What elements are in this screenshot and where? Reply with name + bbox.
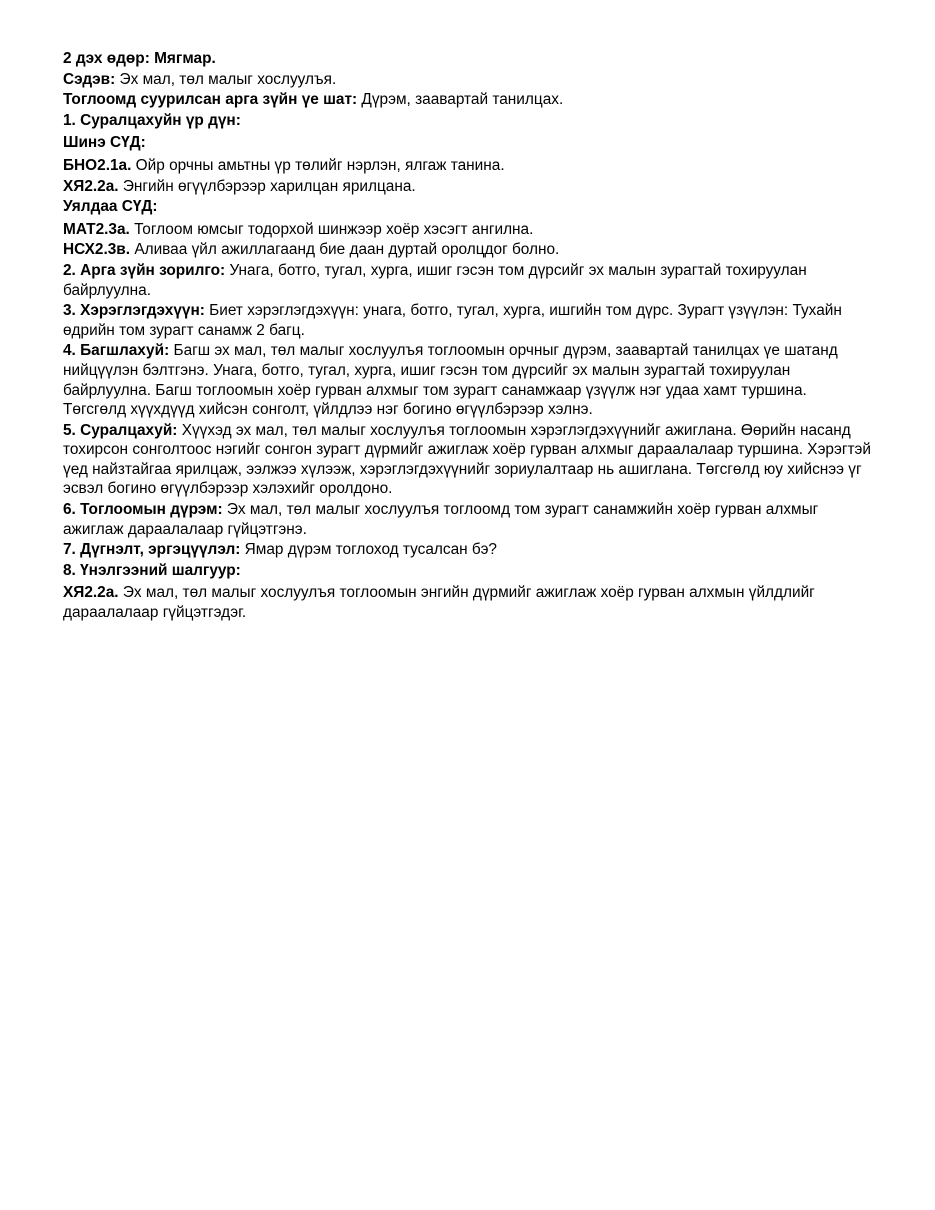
learning-label: 5. Суралцахуй: bbox=[63, 421, 178, 439]
outcome-khya-text: Энгийн өгүүлбэрээр харилцан ярилцана. bbox=[118, 177, 416, 195]
outcome-mat-code: МАТ2.3а. bbox=[63, 220, 130, 238]
outcome-nskh bbox=[63, 240, 873, 260]
method-goal-label: 2. Арга зүйн зорилго: bbox=[63, 261, 226, 279]
teaching-text: Багш эх мал, төл малыг хослуулъя тоглоомын орчныг дүрэм, заавартай танилцах үе шатанд нийцүүлэн бэлтгэнэ. Унага, ботго, тугал, хурга, ишиг гэсэн том дүрсийг эх малын зурагтай тохируулан байрлуулна. Багш тоглоомын хоёр гурван алхмыг том зурагт санамжаар үзүүлж нэг удаа хамт туршина. Төгсгөлд хүүхдүүд хийсэн сонголт, үйлдлээ нэг богино өгүүлбэрээр хэлнэ. bbox=[63, 342, 838, 419]
outcome-nskh-text: Аливаа үйл ажиллагаанд бие даан дуртай оролцдог болно. bbox=[130, 241, 560, 259]
day-heading-label: 2 дэх өдөр: Мягмар. bbox=[63, 50, 216, 67]
section-learning bbox=[63, 421, 873, 499]
related-outcomes-label: Уялдаа СҮД: bbox=[63, 198, 158, 216]
lesson-plan-document bbox=[63, 49, 873, 624]
method-stage-line bbox=[63, 90, 873, 110]
topic-text: Эх мал, төл малыг хослуулъя. bbox=[115, 70, 337, 88]
section-assessment-criteria bbox=[63, 561, 873, 581]
topic-label: Сэдэв: bbox=[63, 70, 116, 88]
reflection-label: 7. Дүгнэлт, эргэцүүлэл: bbox=[63, 541, 241, 559]
outcome-nskh-code: НСХ2.3в. bbox=[63, 241, 131, 259]
method-stage-text: Дүрэм, заавартай танилцах. bbox=[357, 91, 564, 109]
day-heading bbox=[63, 49, 873, 69]
new-outcomes-heading bbox=[63, 133, 873, 153]
new-outcomes-label: Шинэ СҮД: bbox=[63, 134, 146, 152]
outcome-bno-code: БНО2.1а. bbox=[63, 156, 132, 174]
method-goal-text: Унага, ботго, тугал, хурга, ишиг гэсэн том дүрсийг эх малын зурагтай тохируулан байрлуулна. bbox=[63, 261, 807, 299]
reflection-text: Ямар дүрэм тоглоход тусалсан бэ? bbox=[240, 541, 497, 559]
assessment-khya-code: ХЯ2.2а. bbox=[63, 584, 119, 602]
outcome-khya bbox=[63, 177, 873, 197]
section-method-goal bbox=[63, 261, 873, 300]
assessment-criteria-label: 8. Үнэлгээний шалгуур: bbox=[63, 561, 241, 579]
method-stage-label: Тоглоомд суурилсан арга зүйн үе шат: bbox=[63, 91, 358, 109]
section-materials bbox=[63, 301, 873, 340]
game-rules-text: Эх мал, төл малыг хослуулъя тоглоомд том зурагт санамжийн хоёр гурван алхмыг ажиглаж дараалалаар гүйцэтгэнэ. bbox=[63, 501, 819, 538]
outcome-bno-text: Ойр орчны амьтны үр төлийг нэрлэн, ялгаж танина. bbox=[131, 156, 505, 174]
section-teaching bbox=[63, 341, 873, 419]
learning-outcomes-label: 1. Суралцахуйн үр дүн: bbox=[63, 111, 241, 129]
materials-label: 3. Хэрэглэгдэхүүн: bbox=[63, 302, 205, 320]
outcome-mat bbox=[63, 220, 873, 240]
related-outcomes-heading bbox=[63, 197, 873, 217]
assessment-khya-text: Эх мал, төл малыг хослуулъя тоглоомын энгийн дүрмийг ажиглаж хоёр гурван алхмын үйлдлийг дараалалаар гүйцэтгэдэг. bbox=[63, 584, 815, 622]
outcome-mat-text: Тоглоом юмсыг тодорхой шинжээр хоёр хэсэгт ангилна. bbox=[129, 220, 534, 238]
section-reflection bbox=[63, 540, 873, 560]
game-rules-label: 6. Тоглоомын дүрэм: bbox=[63, 501, 223, 519]
learning-outcomes-heading bbox=[63, 111, 873, 131]
section-game-rules bbox=[63, 500, 873, 539]
learning-text: Хүүхэд эх мал, төл малыг хослуулъя тоглоомын хэрэглэгдэхүүнийг ажиглана. Өөрийн насанд тохирсон сонголтоос нэгийг сонгон зурагт дүрмийг ажиглаж хоёр гурван алхмыг дараалалаар туршина. Хэрэгтэй үед найзтайгаа ярилцаж, ээлжээ хүлээж, хэрэглэгдэхүүнийг зориулалтаар нь ашиглана. Төгсгөлд юу хийснээ үг эсвэл богино өгүүлбэрээр хэлэхийг оролдоно. bbox=[63, 421, 871, 498]
outcome-khya-code: ХЯ2.2а. bbox=[63, 177, 119, 195]
teaching-label: 4. Багшлахуй: bbox=[63, 342, 170, 360]
materials-text: Биет хэрэглэгдэхүүн: унага, ботго, тугал, хурга, ишгийн том дүрс. Зурагт үзүүлэн: Тухайн өдрийн том зурагт санамж 2 багц. bbox=[63, 302, 842, 339]
topic-line bbox=[63, 70, 873, 90]
assessment-khya bbox=[63, 583, 873, 622]
outcome-bno bbox=[63, 156, 873, 176]
